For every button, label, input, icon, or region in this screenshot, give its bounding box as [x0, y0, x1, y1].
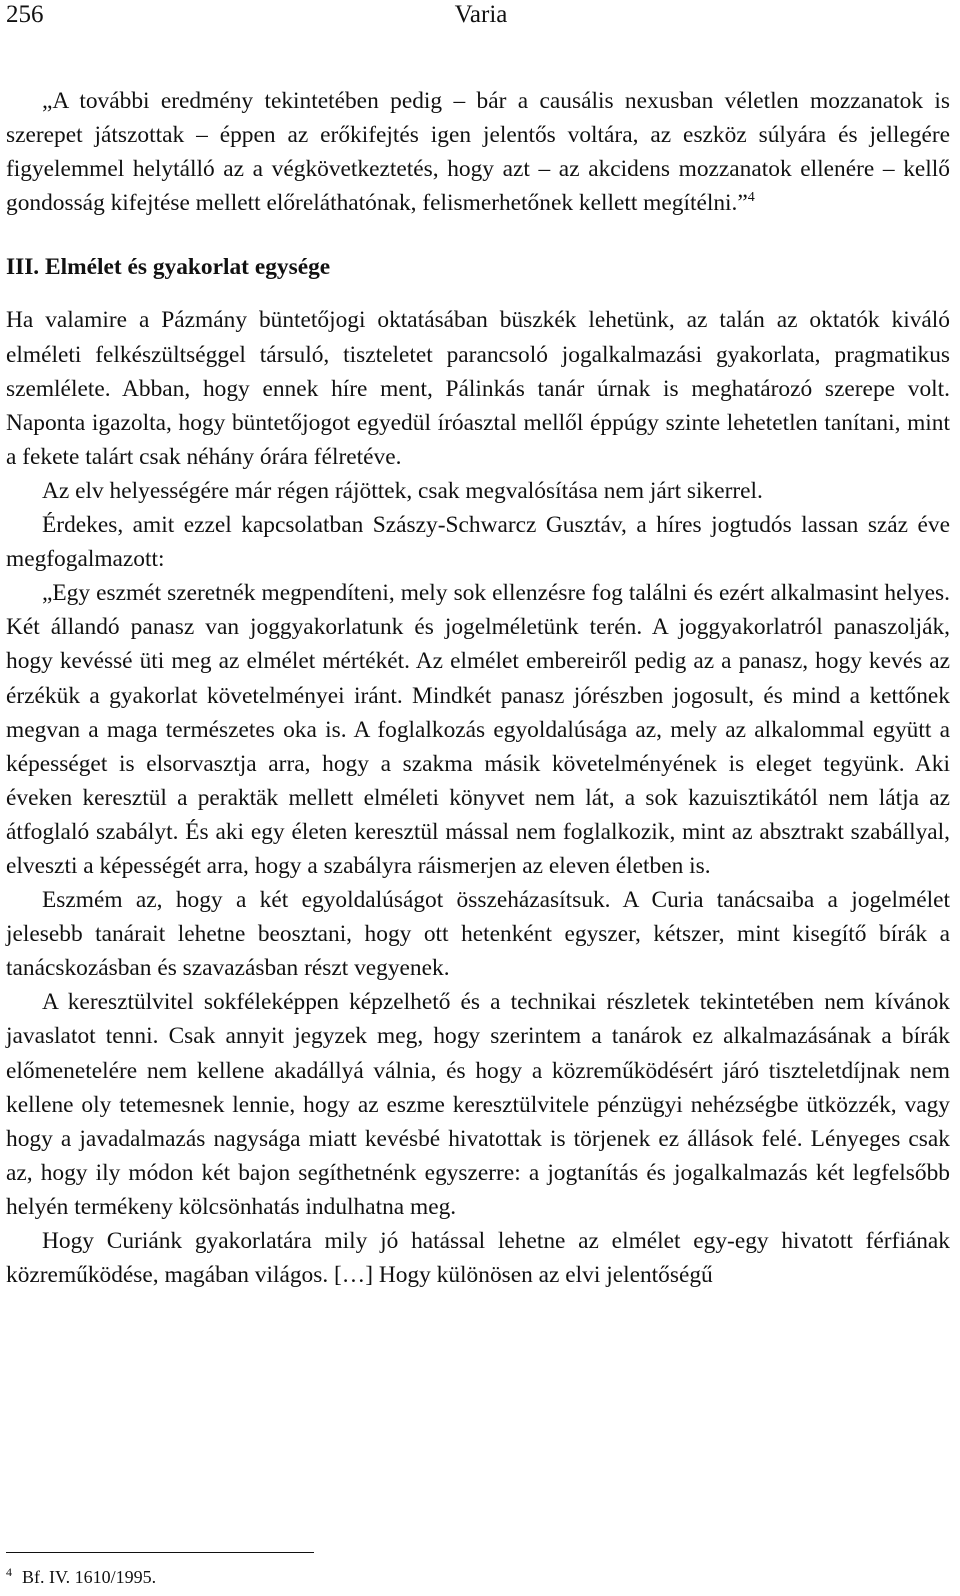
- quoted-paragraph: „Egy eszmét szeretnék megpendíteni, mely sok ellenzésre fog találni és ezért alkalmasint helyes. Két állandó panasz van joggyakorlatunk és jogelméletünk terén. A joggyakorlatról panaszolják, hogy kevéssé üti meg az elmélet mértékét. Az elmélet embereiről pedig az a panasz, hogy kevés az érzékük a gyakorlat követelményei iránt. Mindkét panasz jórészben jogosult, és mind a kettőnek megvan a maga természetes oka is. A foglalkozás egyoldalúsága az, mely az alkalommal együtt a képességet is elsorvasztja arra, hogy a szakma másik követelményének is eleget tegyünk. Aki éveken keresztül a peraktäk mellett elméleti könyvet nem lát, a sok kazuisztikától nem látja az átfoglaló szabályt. És aki egy életen keresztül mással nem foglalkozik, mint az absztrakt szabállyal, elveszti a képességét arra, hogy a szabályra ráismerjen az eleven életben is.: [6, 580, 950, 879]
- paragraph-7: Hogy Curiánk gyakorlatára mily jó hatással lehetne az elmélet egy-egy hivatott férfiának közreműködése, magában világos. […] Hogy különösen az elvi jelentőségű: [6, 1228, 950, 1289]
- footnote-divider: [6, 1552, 314, 1553]
- footnote-text: Bf. IV. 1610/1995.: [22, 1567, 157, 1587]
- paragraph-5: Eszmém az, hogy a két egyoldalúságot összeházasítsuk. A Curia tanácsaiba a jogelmélet jelesebb tanárait lehetne beosztani, hogy ott hetenként egyszer, kétszer, mint kisegítő bírák a tanácskozásban és szavazásban részt vegyenek.: [6, 887, 950, 982]
- running-head: [6, 0, 950, 30]
- paragraph-3: Érdekes, amit ezzel kapcsolatban Szászy-Schwarcz Gusztáv, a híres jogtudós lassan száz éve megfogalmazott:: [6, 512, 950, 573]
- footnote-reference: 4: [747, 190, 755, 206]
- footnote: [6, 1566, 156, 1588]
- body-text: [6, 84, 950, 1292]
- paragraph-6: A keresztülvitel sokféleképpen képzelhető és a technikai részletek tekintetében nem kívánok javaslatot tenni. Csak annyit jegyzek meg, hogy szerintem a tanárok ez alkalmazásának a bírák előmenetelére nem kellene akadállyá válnia, és hogy a közreműködésért járó tiszteletdíjnak nem kellene oly tetemesnek lennie, hogy az eszme keresztülvitele pénzügyi nehézségbe ütközzék, vagy hogy a javadalmazás nagysága miatt kevésbé hivatottak is törjenek ez állások felé. Lényeges csak az, hogy ily módon két bajon segíthetnénk egyszerre: a jogtanítás és jogalkalmazás két legfelsőbb helyén termékeny kölcsönhatás indulhatna meg.: [6, 989, 950, 1220]
- quote-intro-paragraph: [6, 84, 950, 220]
- page-number: 256: [6, 1, 44, 28]
- paragraph-2: Az elv helyességére már régen rájöttek, csak megvalósítása nem járt sikerrel.: [42, 477, 763, 504]
- quote-intro-text: „A további eredmény tekintetében pedig – bár a causális nexusban véletlen mozzanatok is szerepet játszottak – éppen az erőkifejtés igen jelentős voltára, az eszköz súlyára és jellegére figyelemmel helytálló az a végkövetkeztetés, hogy azt – az akcidens mozzanatok ellenére – kellő gondosság kifejtése mellett előreláthatónak, felismerhetőnek kellett megítélni.”: [6, 88, 950, 217]
- section-heading: III. Elmélet és gyakorlat egysége: [6, 254, 331, 281]
- running-title: Varia: [454, 1, 508, 28]
- paragraph-1: Ha valamire a Pázmány büntetőjogi oktatásában büszkék lehetünk, az talán az oktatók kiváló elméleti felkészültséggel társuló, tiszteletet parancsoló jogalkalmazási gyakorlata, pragmatikus szemlélete. Abban, hogy ennek híre ment, Pálinkás tanár úrnak is meghatározó szerepe volt. Naponta igazolta, hogy büntetőjogot egyedül íróasztal mellől éppúgy szinte lehetetlen tanítani, mint a fekete talárt csak néhány órára félretéve.: [6, 307, 950, 470]
- footnote-number: 4: [6, 1565, 12, 1579]
